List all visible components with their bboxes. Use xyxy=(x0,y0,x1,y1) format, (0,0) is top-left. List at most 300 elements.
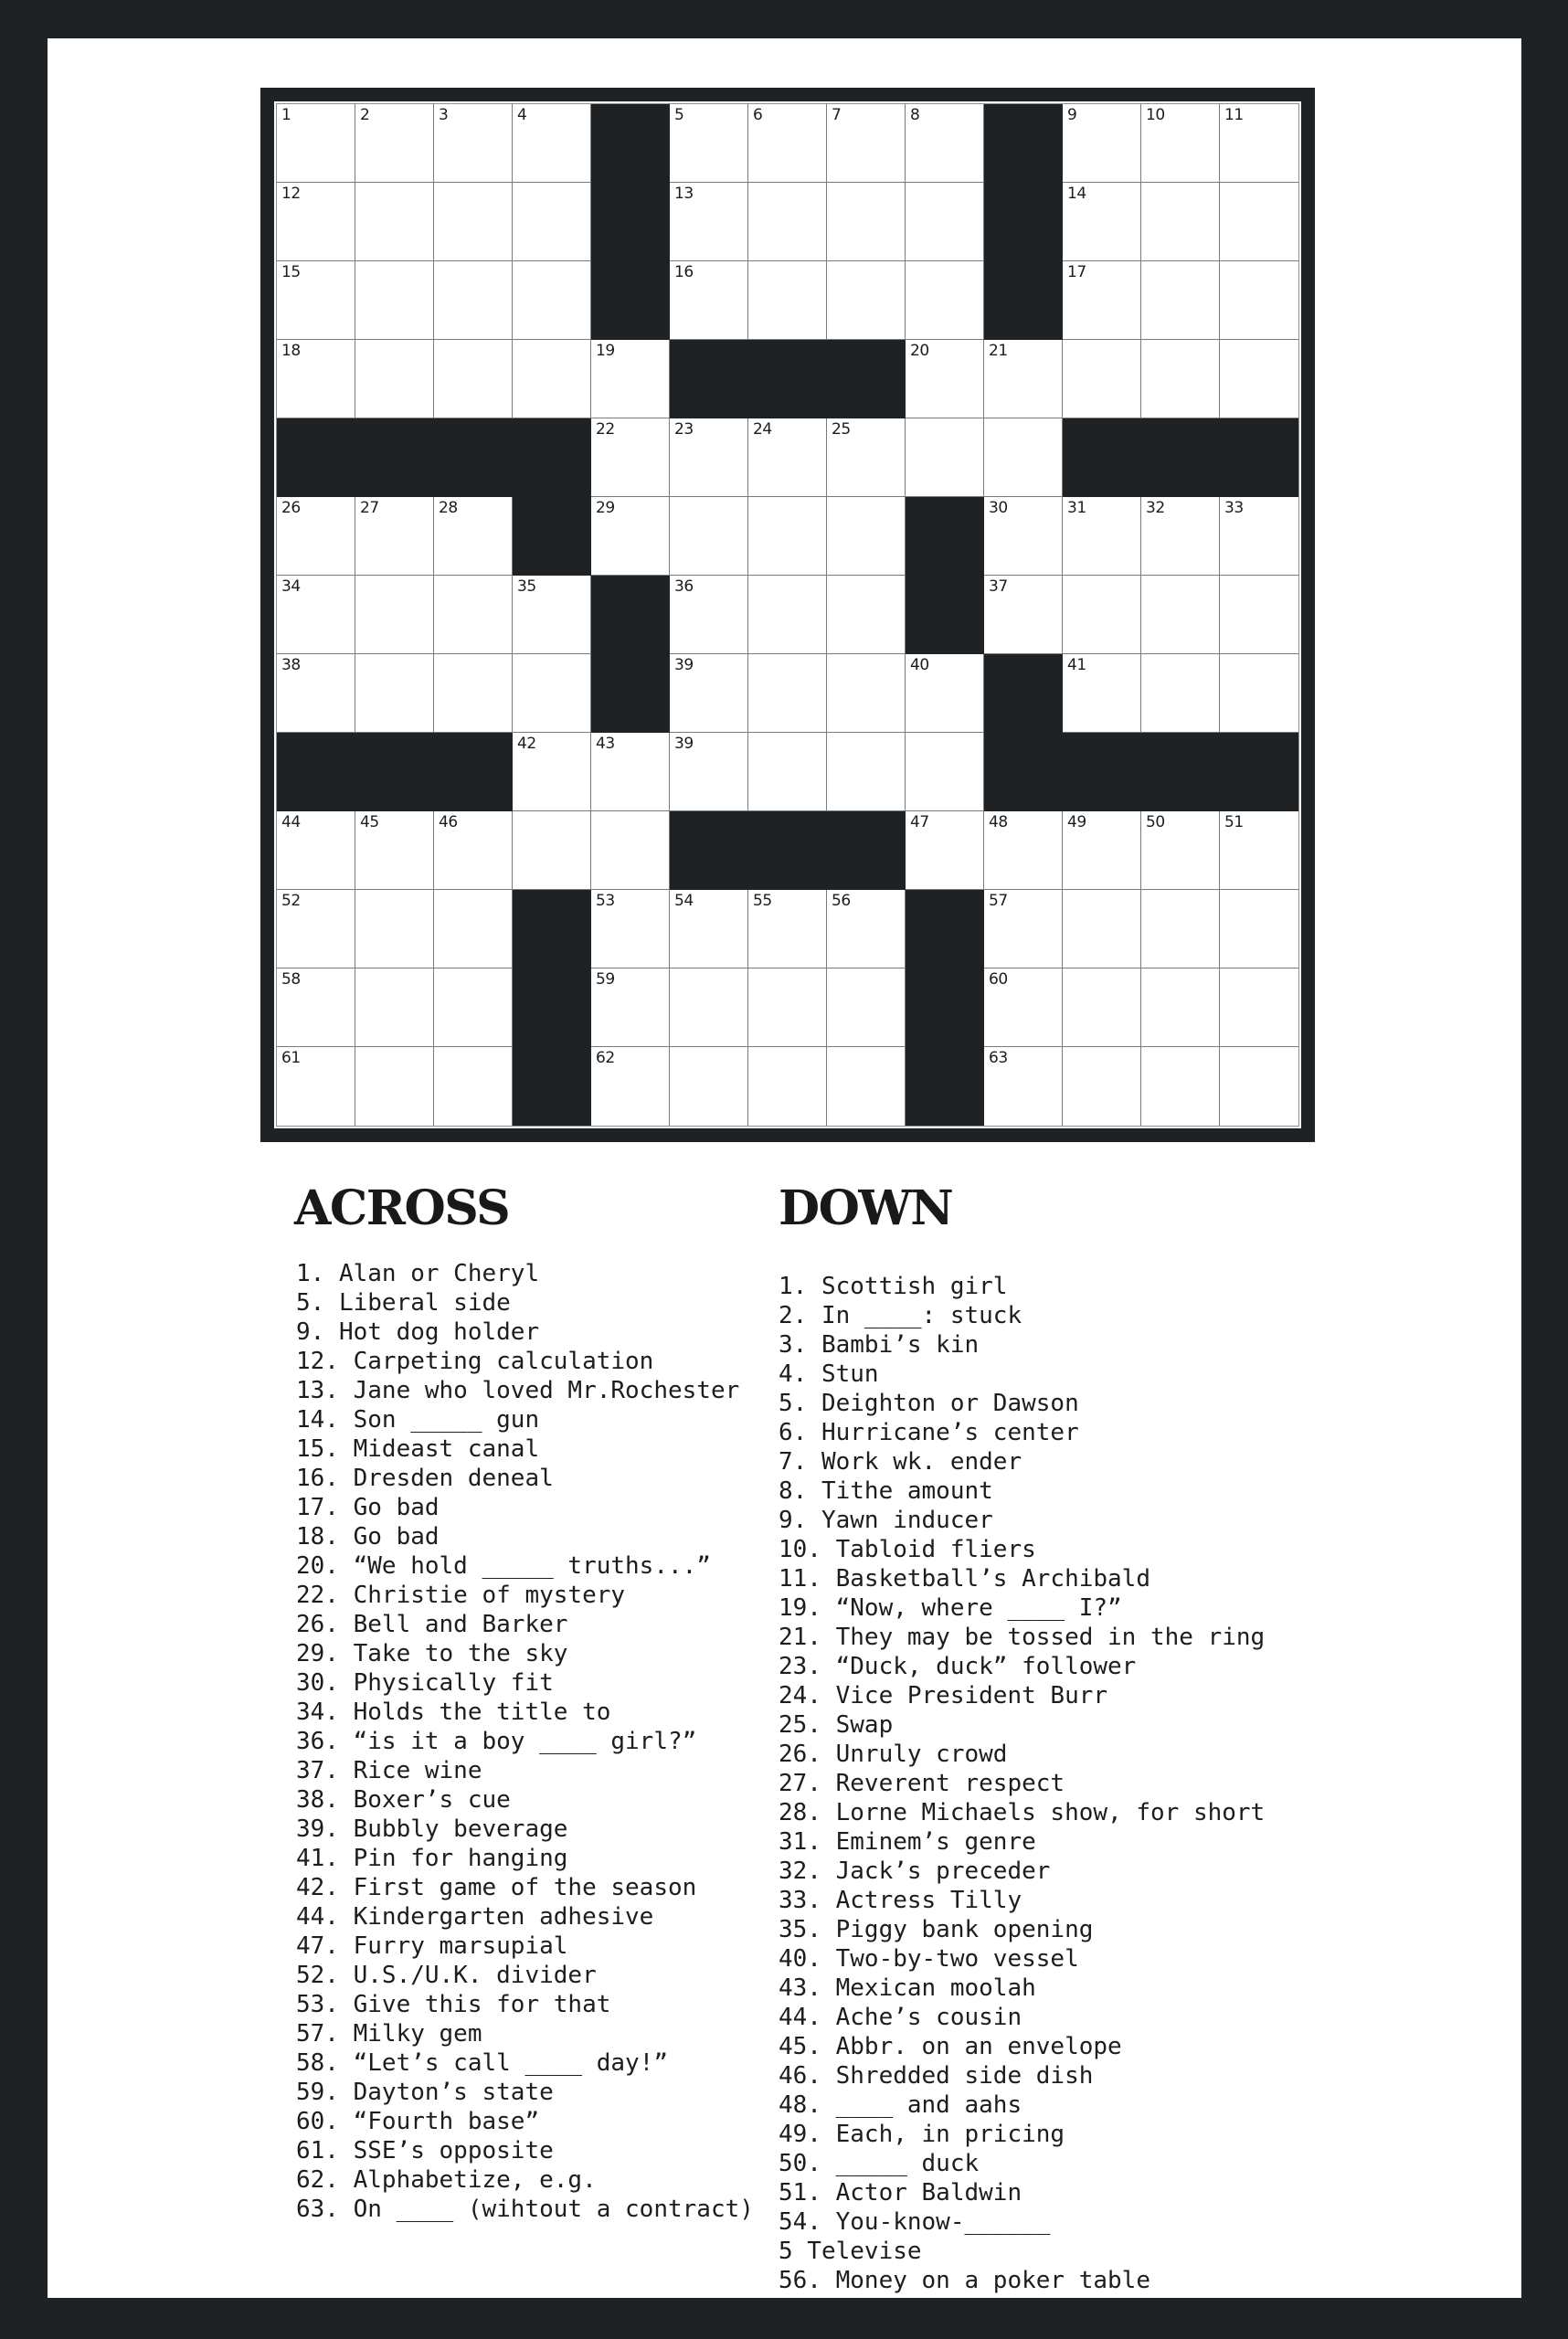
across-clue: 38. Boxer’s cue xyxy=(296,1786,511,1814)
grid-cell[interactable] xyxy=(355,497,434,576)
grid-cell[interactable] xyxy=(434,183,513,261)
cell-number: 27 xyxy=(360,499,379,517)
grid-cell[interactable] xyxy=(827,261,906,340)
cell-number: 28 xyxy=(439,499,458,517)
down-clue: 5. Deighton or Dawson xyxy=(779,1390,1079,1417)
grid-cell[interactable] xyxy=(434,811,513,890)
grid-cell[interactable] xyxy=(1220,104,1298,183)
black-cell xyxy=(984,104,1063,183)
across-clue: 39. Bubbly beverage xyxy=(296,1815,568,1843)
grid-cell[interactable] xyxy=(434,654,513,733)
black-cell xyxy=(906,576,984,654)
grid-cell[interactable] xyxy=(434,890,513,968)
grid-cell[interactable] xyxy=(827,890,906,968)
grid-cell[interactable] xyxy=(670,576,748,654)
grid-cell[interactable] xyxy=(748,183,827,261)
black-cell xyxy=(984,261,1063,340)
down-clue: 27. Reverent respect xyxy=(779,1770,1065,1797)
grid-cell[interactable] xyxy=(1063,261,1141,340)
grid-cell[interactable] xyxy=(748,497,827,576)
grid-cell[interactable] xyxy=(670,890,748,968)
across-clue: 30. Physically fit xyxy=(296,1669,554,1697)
cell-number: 29 xyxy=(596,499,615,517)
grid-cell[interactable] xyxy=(827,418,906,497)
across-clue: 20. “We hold _____ truths...” xyxy=(296,1552,711,1580)
cell-number: 9 xyxy=(1067,106,1077,124)
down-clue-list xyxy=(779,1272,1265,2295)
grid-cell[interactable] xyxy=(277,261,355,340)
down-clue: 43. Mexican moolah xyxy=(779,1974,1036,2002)
grid-cell[interactable] xyxy=(748,654,827,733)
grid-cell[interactable] xyxy=(1141,497,1220,576)
down-clue: 21. They may be tossed in the ring xyxy=(779,1624,1266,1651)
black-cell xyxy=(591,654,670,733)
cell-number: 30 xyxy=(989,499,1008,517)
grid-cell[interactable] xyxy=(277,576,355,654)
grid-cell[interactable] xyxy=(355,104,434,183)
cell-number: 40 xyxy=(910,656,929,674)
across-clue: 58. “Let’s call ____ day!” xyxy=(296,2049,668,2077)
grid-cell[interactable] xyxy=(277,968,355,1047)
down-clue: 7. Work wk. ender xyxy=(779,1448,1022,1476)
grid-cell[interactable] xyxy=(827,497,906,576)
cell-number: 22 xyxy=(596,420,615,439)
grid-cell[interactable] xyxy=(1220,183,1298,261)
grid-cell[interactable] xyxy=(748,104,827,183)
cell-number: 11 xyxy=(1224,106,1244,124)
black-cell xyxy=(984,654,1063,733)
across-clue: 13. Jane who loved Mr.Rochester xyxy=(296,1377,740,1404)
black-cell xyxy=(513,968,591,1047)
grid-cell[interactable] xyxy=(355,261,434,340)
grid-cell[interactable] xyxy=(906,183,984,261)
black-cell xyxy=(906,1047,984,1126)
cell-number: 26 xyxy=(281,499,301,517)
black-cell xyxy=(670,340,748,418)
grid-cell[interactable] xyxy=(1141,183,1220,261)
grid-cell[interactable] xyxy=(591,1047,670,1126)
across-clue: 41. Pin for hanging xyxy=(296,1845,568,1872)
grid-cell[interactable] xyxy=(984,576,1063,654)
cell-number: 6 xyxy=(753,106,763,124)
grid-cell[interactable] xyxy=(1063,1047,1141,1126)
grid-cell[interactable] xyxy=(1141,340,1220,418)
cell-number: 55 xyxy=(753,892,772,910)
cell-number: 31 xyxy=(1067,499,1086,517)
black-cell xyxy=(355,733,434,811)
across-clue: 17. Go bad xyxy=(296,1494,440,1521)
grid-cell[interactable] xyxy=(1141,576,1220,654)
across-clue: 62. Alphabetize, e.g. xyxy=(296,2166,597,2194)
across-clue: 36. “is it a boy ____ girl?” xyxy=(296,1728,697,1755)
cell-number: 46 xyxy=(439,813,458,831)
down-clue: 46. Shredded side dish xyxy=(779,2062,1094,2090)
grid-cell[interactable] xyxy=(591,968,670,1047)
down-clue: 32. Jack’s preceder xyxy=(779,1857,1051,1885)
down-clue: 48. ____ and aahs xyxy=(779,2091,1022,2119)
grid-cell[interactable] xyxy=(1141,261,1220,340)
grid-cell[interactable] xyxy=(984,497,1063,576)
grid-cell[interactable] xyxy=(355,654,434,733)
black-cell xyxy=(513,1047,591,1126)
grid-cell[interactable] xyxy=(1220,811,1298,890)
grid-cell[interactable] xyxy=(355,811,434,890)
grid-cell[interactable] xyxy=(1220,1047,1298,1126)
grid-cell[interactable] xyxy=(277,1047,355,1126)
cell-number: 32 xyxy=(1146,499,1165,517)
cell-number: 7 xyxy=(832,106,842,124)
cell-number: 44 xyxy=(281,813,301,831)
down-clue: 33. Actress Tilly xyxy=(779,1887,1022,1914)
down-clue: 49. Each, in pricing xyxy=(779,2121,1065,2148)
grid-cell[interactable] xyxy=(827,576,906,654)
grid-cell[interactable] xyxy=(355,340,434,418)
cell-number: 39 xyxy=(674,735,694,753)
black-cell xyxy=(513,497,591,576)
grid-cell[interactable] xyxy=(748,418,827,497)
black-cell xyxy=(277,733,355,811)
down-clue: 40. Two-by-two vessel xyxy=(779,1945,1079,1973)
grid-cell[interactable] xyxy=(984,340,1063,418)
grid-cell[interactable] xyxy=(355,1047,434,1126)
grid-cell[interactable] xyxy=(984,1047,1063,1126)
cell-number: 43 xyxy=(596,735,615,753)
grid-cell[interactable] xyxy=(1063,968,1141,1047)
grid-cell[interactable] xyxy=(1063,576,1141,654)
cell-number: 39 xyxy=(674,656,694,674)
black-cell xyxy=(591,183,670,261)
grid-cell[interactable] xyxy=(1220,968,1298,1047)
cell-number: 3 xyxy=(439,106,449,124)
cell-number: 48 xyxy=(989,813,1008,831)
grid-cell[interactable] xyxy=(1063,811,1141,890)
grid-cell[interactable] xyxy=(906,733,984,811)
black-cell xyxy=(355,418,434,497)
black-cell xyxy=(591,261,670,340)
cell-number: 21 xyxy=(989,342,1008,360)
across-clue: 5. Liberal side xyxy=(296,1289,511,1317)
grid-cell[interactable] xyxy=(748,890,827,968)
grid-cell[interactable] xyxy=(1220,576,1298,654)
down-clue: 4. Stun xyxy=(779,1360,879,1388)
black-cell xyxy=(1141,418,1220,497)
black-cell xyxy=(748,811,827,890)
grid-cell[interactable] xyxy=(1063,183,1141,261)
grid-cell[interactable] xyxy=(1063,497,1141,576)
down-clue: 54. You-know-______ xyxy=(779,2208,1051,2236)
cell-number: 8 xyxy=(910,106,920,124)
cell-number: 14 xyxy=(1067,185,1086,203)
across-clue: 52. U.S./U.K. divider xyxy=(296,1962,597,1989)
grid-cell[interactable] xyxy=(827,1047,906,1126)
cell-number: 36 xyxy=(674,577,694,596)
down-clue: 28. Lorne Michaels show, for short xyxy=(779,1799,1266,1826)
grid-cell[interactable] xyxy=(355,183,434,261)
grid-cell[interactable] xyxy=(748,576,827,654)
cell-number: 34 xyxy=(281,577,301,596)
grid-cell[interactable] xyxy=(434,497,513,576)
down-clue: 19. “Now, where ____ I?” xyxy=(779,1594,1122,1622)
grid-cell[interactable] xyxy=(1220,890,1298,968)
across-clue: 14. Son _____ gun xyxy=(296,1406,540,1434)
cell-number: 57 xyxy=(989,892,1008,910)
grid-cell[interactable] xyxy=(513,261,591,340)
down-heading: DOWN xyxy=(779,1180,953,1236)
black-cell xyxy=(513,890,591,968)
across-clue: 61. SSE’s opposite xyxy=(296,2137,554,2164)
grid-cell[interactable] xyxy=(277,340,355,418)
down-clue: 1. Scottish girl xyxy=(779,1273,1008,1300)
grid-cell[interactable] xyxy=(591,733,670,811)
across-clue: 29. Take to the sky xyxy=(296,1640,568,1667)
across-clue: 42. First game of the season xyxy=(296,1874,697,1901)
cell-number: 16 xyxy=(674,263,694,281)
grid-cell[interactable] xyxy=(670,261,748,340)
grid-cell[interactable] xyxy=(1063,340,1141,418)
grid-cell[interactable] xyxy=(670,104,748,183)
black-cell xyxy=(1141,733,1220,811)
grid-cell[interactable] xyxy=(513,340,591,418)
cell-number: 63 xyxy=(989,1049,1008,1067)
grid-cell[interactable] xyxy=(1220,497,1298,576)
down-clue: 11. Basketball’s Archibald xyxy=(779,1565,1150,1593)
cell-number: 45 xyxy=(360,813,379,831)
black-cell xyxy=(984,183,1063,261)
grid-cell[interactable] xyxy=(1063,104,1141,183)
cell-number: 2 xyxy=(360,106,370,124)
grid-cell[interactable] xyxy=(355,890,434,968)
grid-cell[interactable] xyxy=(1141,1047,1220,1126)
black-cell xyxy=(827,340,906,418)
cell-number: 5 xyxy=(674,106,684,124)
across-clue: 44. Kindergarten adhesive xyxy=(296,1903,654,1931)
crossword-grid-frame xyxy=(260,88,1315,1142)
grid-cell[interactable] xyxy=(277,104,355,183)
grid-cell[interactable] xyxy=(591,497,670,576)
grid-cell[interactable] xyxy=(277,183,355,261)
grid-cell[interactable] xyxy=(277,890,355,968)
across-clue: 34. Holds the title to xyxy=(296,1699,611,1726)
grid-cell[interactable] xyxy=(984,418,1063,497)
cell-number: 10 xyxy=(1146,106,1165,124)
black-cell xyxy=(277,418,355,497)
down-clue: 35. Piggy bank opening xyxy=(779,1916,1094,1943)
down-clue: 56. Money on a poker table xyxy=(779,2267,1150,2294)
across-clue: 16. Dresden deneal xyxy=(296,1465,554,1492)
black-cell xyxy=(434,733,513,811)
across-clue-list xyxy=(296,1259,754,2224)
down-clue: 51. Actor Baldwin xyxy=(779,2179,1022,2207)
cell-number: 58 xyxy=(281,970,301,989)
grid-cell[interactable] xyxy=(670,968,748,1047)
cell-number: 1 xyxy=(281,106,291,124)
down-clue: 45. Abbr. on an envelope xyxy=(779,2033,1122,2060)
black-cell xyxy=(906,497,984,576)
grid-cell[interactable] xyxy=(827,104,906,183)
grid-cell[interactable] xyxy=(1063,890,1141,968)
cell-number: 24 xyxy=(753,420,772,439)
across-clue: 18. Go bad xyxy=(296,1523,440,1551)
grid-cell[interactable] xyxy=(670,183,748,261)
grid-cell[interactable] xyxy=(748,261,827,340)
across-clue: 1. Alan or Cheryl xyxy=(296,1260,540,1287)
cell-number: 38 xyxy=(281,656,301,674)
down-clue: 31. Eminem’s genre xyxy=(779,1828,1036,1856)
cell-number: 42 xyxy=(517,735,536,753)
cell-number: 59 xyxy=(596,970,615,989)
grid-cell[interactable] xyxy=(591,418,670,497)
black-cell xyxy=(1063,418,1141,497)
grid-cell[interactable] xyxy=(1220,261,1298,340)
grid-cell[interactable] xyxy=(906,418,984,497)
grid-cell[interactable] xyxy=(670,1047,748,1126)
cell-number: 53 xyxy=(596,892,615,910)
cell-number: 51 xyxy=(1224,813,1244,831)
grid-cell[interactable] xyxy=(434,968,513,1047)
puzzle-page xyxy=(48,38,1521,2298)
grid-cell[interactable] xyxy=(591,890,670,968)
grid-cell[interactable] xyxy=(670,733,748,811)
grid-cell[interactable] xyxy=(277,811,355,890)
grid-cell[interactable] xyxy=(984,811,1063,890)
grid-cell[interactable] xyxy=(827,733,906,811)
across-clue: 53. Give this for that xyxy=(296,1991,611,2018)
grid-cell[interactable] xyxy=(748,733,827,811)
grid-cell[interactable] xyxy=(1141,811,1220,890)
grid-cell[interactable] xyxy=(670,418,748,497)
black-cell xyxy=(670,811,748,890)
grid-cell[interactable] xyxy=(827,183,906,261)
grid-cell[interactable] xyxy=(1141,654,1220,733)
grid-cell[interactable] xyxy=(434,576,513,654)
grid-cell[interactable] xyxy=(434,340,513,418)
grid-cell[interactable] xyxy=(1141,890,1220,968)
black-cell xyxy=(906,890,984,968)
grid-cell[interactable] xyxy=(906,654,984,733)
grid-cell[interactable] xyxy=(277,497,355,576)
grid-cell[interactable] xyxy=(355,968,434,1047)
down-clue: 2. In ____: stuck xyxy=(779,1302,1022,1329)
grid-cell[interactable] xyxy=(1220,654,1298,733)
down-clue: 9. Yawn inducer xyxy=(779,1507,993,1534)
black-cell xyxy=(827,811,906,890)
cell-number: 18 xyxy=(281,342,301,360)
grid-cell[interactable] xyxy=(591,811,670,890)
down-clue: 24. Vice President Burr xyxy=(779,1682,1108,1709)
cell-number: 33 xyxy=(1224,499,1244,517)
crossword-grid xyxy=(276,103,1299,1127)
down-clue: 44. Ache’s cousin xyxy=(779,2004,1022,2031)
grid-cell[interactable] xyxy=(434,1047,513,1126)
black-cell xyxy=(1220,733,1298,811)
grid-cell[interactable] xyxy=(513,104,591,183)
cell-number: 20 xyxy=(910,342,929,360)
cell-number: 12 xyxy=(281,185,301,203)
black-cell xyxy=(1220,418,1298,497)
grid-cell[interactable] xyxy=(748,968,827,1047)
grid-cell[interactable] xyxy=(513,654,591,733)
across-clue: 37. Rice wine xyxy=(296,1757,482,1784)
grid-cell[interactable] xyxy=(906,104,984,183)
black-cell xyxy=(434,418,513,497)
cell-number: 4 xyxy=(517,106,527,124)
across-heading: ACROSS xyxy=(294,1180,510,1236)
black-cell xyxy=(906,968,984,1047)
grid-cell[interactable] xyxy=(1141,968,1220,1047)
across-clue: 60. “Fourth base” xyxy=(296,2108,540,2135)
across-clue: 63. On ____ (wihtout a contract) xyxy=(296,2196,754,2223)
down-clue: 25. Swap xyxy=(779,1711,894,1739)
grid-cell[interactable] xyxy=(1220,340,1298,418)
cell-number: 13 xyxy=(674,185,694,203)
grid-cell[interactable] xyxy=(906,340,984,418)
down-clue: 50. _____ duck xyxy=(779,2150,980,2177)
grid-cell[interactable] xyxy=(670,497,748,576)
grid-cell[interactable] xyxy=(1141,104,1220,183)
grid-cell[interactable] xyxy=(748,1047,827,1126)
black-cell xyxy=(748,340,827,418)
down-clue: 26. Unruly crowd xyxy=(779,1741,1008,1768)
grid-cell[interactable] xyxy=(513,183,591,261)
grid-cell[interactable] xyxy=(513,576,591,654)
grid-cell[interactable] xyxy=(434,261,513,340)
down-clue: 6. Hurricane’s center xyxy=(779,1419,1079,1446)
down-clue: 3. Bambi’s kin xyxy=(779,1331,980,1359)
cell-number: 15 xyxy=(281,263,301,281)
down-clue: 10. Tabloid fliers xyxy=(779,1536,1036,1563)
cell-number: 41 xyxy=(1067,656,1086,674)
cell-number: 50 xyxy=(1146,813,1165,831)
cell-number: 61 xyxy=(281,1049,301,1067)
grid-cell[interactable] xyxy=(434,104,513,183)
grid-cell[interactable] xyxy=(827,654,906,733)
down-clue: 8. Tithe amount xyxy=(779,1477,993,1505)
across-clue: 57. Milky gem xyxy=(296,2020,482,2048)
cell-number: 19 xyxy=(596,342,615,360)
black-cell xyxy=(591,576,670,654)
grid-cell[interactable] xyxy=(513,733,591,811)
grid-cell[interactable] xyxy=(591,340,670,418)
grid-cell[interactable] xyxy=(906,261,984,340)
across-clue: 22. Christie of mystery xyxy=(296,1582,626,1609)
black-cell xyxy=(513,418,591,497)
cell-number: 37 xyxy=(989,577,1008,596)
cell-number: 60 xyxy=(989,970,1008,989)
grid-cell[interactable] xyxy=(1063,654,1141,733)
across-clue: 47. Furry marsupial xyxy=(296,1932,568,1960)
grid-cell[interactable] xyxy=(355,576,434,654)
across-clue: 9. Hot dog holder xyxy=(296,1318,540,1346)
cell-number: 52 xyxy=(281,892,301,910)
grid-cell[interactable] xyxy=(984,890,1063,968)
grid-cell[interactable] xyxy=(670,654,748,733)
grid-cell[interactable] xyxy=(984,968,1063,1047)
cell-number: 23 xyxy=(674,420,694,439)
grid-cell[interactable] xyxy=(513,811,591,890)
down-clue: 23. “Duck, duck” follower xyxy=(779,1653,1137,1680)
across-clue: 59. Dayton’s state xyxy=(296,2079,554,2106)
cell-number: 25 xyxy=(832,420,851,439)
cell-number: 35 xyxy=(517,577,536,596)
grid-cell[interactable] xyxy=(906,811,984,890)
grid-cell[interactable] xyxy=(277,654,355,733)
cell-number: 17 xyxy=(1067,263,1086,281)
cell-number: 47 xyxy=(910,813,929,831)
across-clue: 26. Bell and Barker xyxy=(296,1611,568,1638)
black-cell xyxy=(984,733,1063,811)
cell-number: 62 xyxy=(596,1049,615,1067)
grid-cell[interactable] xyxy=(827,968,906,1047)
